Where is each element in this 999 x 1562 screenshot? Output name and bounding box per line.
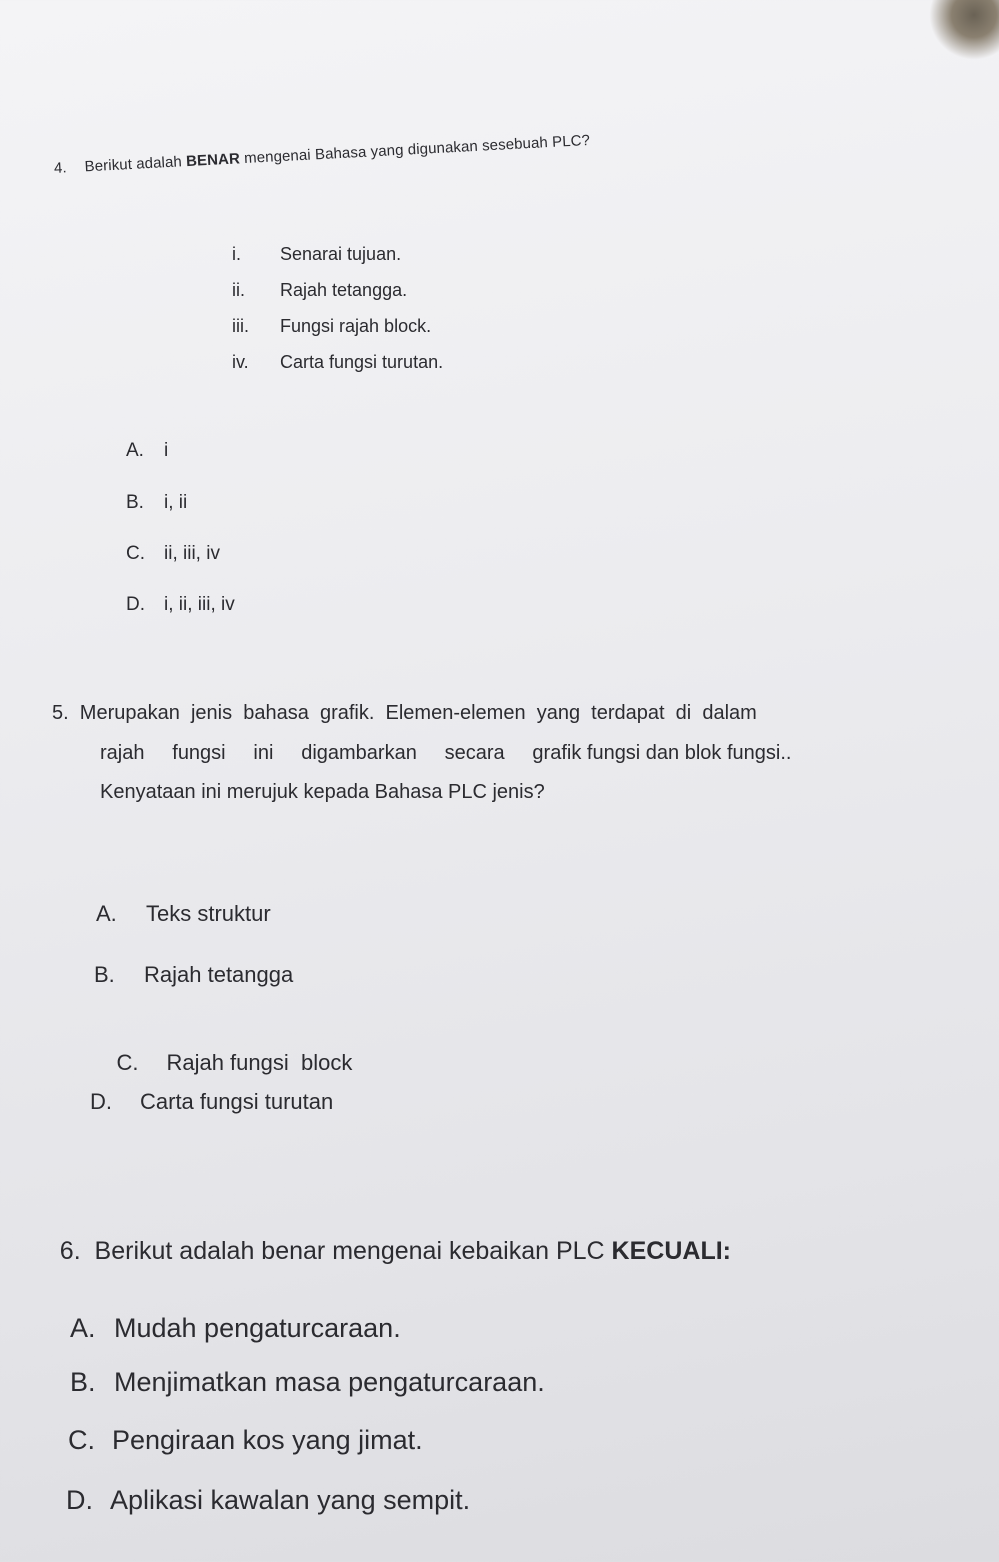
- q5-stem-line3: Kenyataan ini merujuk kepada Bahasa PLC jenis?: [100, 781, 545, 803]
- statement-roman: i.: [232, 244, 241, 264]
- option-letter: C.: [126, 543, 145, 564]
- option-text: Rajah tetangga: [144, 962, 294, 987]
- q5-option-d[interactable]: [90, 1089, 333, 1115]
- q4-option-b[interactable]: [126, 492, 187, 514]
- q6-stem: [32, 1208, 731, 1295]
- statement-text: Senarai tujuan.: [280, 244, 402, 264]
- option-text: Rajah fungsi block: [166, 1050, 353, 1075]
- option-letter: C.: [116, 1050, 139, 1075]
- statement-text: Rajah tetangga.: [280, 280, 408, 300]
- option-letter: B.: [126, 492, 144, 513]
- q5-option-b[interactable]: [94, 962, 293, 988]
- option-text: ii, iii, iv: [164, 543, 220, 564]
- option-letter: A.: [96, 901, 117, 926]
- q6-stem-pre: 6. Berikut adalah benar mengenai kebaikan PLC: [59, 1237, 612, 1265]
- q6-option-b[interactable]: [70, 1367, 545, 1398]
- option-text: Mudah pengaturcaraan.: [114, 1313, 401, 1343]
- statement-text: Carta fungsi turutan.: [280, 352, 444, 372]
- q5-option-a[interactable]: [96, 901, 271, 927]
- option-text: Menjimatkan masa pengaturcaraan.: [114, 1367, 545, 1397]
- q4-statement: [232, 280, 407, 301]
- statement-roman: iii.: [232, 316, 249, 336]
- option-letter: D.: [90, 1089, 112, 1114]
- option-letter: D.: [126, 594, 145, 615]
- q4-statement: [232, 244, 401, 265]
- q4-stem-pre: Berikut adalah: [84, 153, 187, 176]
- q6-stem-bold: KECUALI:: [611, 1237, 731, 1265]
- q6-option-d[interactable]: [66, 1485, 470, 1516]
- q4-option-d[interactable]: [126, 594, 235, 616]
- option-letter: D.: [66, 1485, 93, 1515]
- q4-option-a[interactable]: [126, 440, 168, 462]
- option-letter: C.: [68, 1425, 95, 1455]
- option-text: Pengiraan kos yang jimat.: [112, 1425, 423, 1455]
- q4-stem-bold: BENAR: [185, 150, 241, 171]
- statement-roman: iv.: [232, 352, 249, 372]
- q5-stem-line1: 5. Merupakan jenis bahasa grafik. Elemen-elemen yang terdapat di dalam: [52, 702, 757, 724]
- corner-shadow: [929, 0, 999, 60]
- q5-stem-line2: rajah fungsi ini digambarkan secara grafik fungsi dan blok fungsi..: [100, 742, 792, 764]
- option-text: Carta fungsi turutan: [140, 1089, 334, 1114]
- option-text: Teks struktur: [146, 901, 271, 926]
- option-text: i, ii, iii, iv: [164, 594, 235, 615]
- q4-stem: [54, 132, 591, 177]
- statement-roman: ii.: [232, 280, 245, 300]
- q4-number: 4.: [53, 159, 68, 177]
- option-text: i: [164, 440, 169, 461]
- q4-stem-post: mengenai Bahasa yang digunakan sesebuah PLC?: [239, 131, 591, 168]
- option-text: Aplikasi kawalan yang sempit.: [110, 1485, 471, 1515]
- q6-option-a[interactable]: [70, 1313, 401, 1344]
- option-letter: B.: [94, 962, 115, 987]
- statement-text: Fungsi rajah block.: [280, 316, 432, 336]
- q4-option-c[interactable]: [126, 543, 220, 565]
- option-letter: A.: [126, 440, 144, 461]
- q4-statement: [232, 316, 431, 337]
- q4-statement: [232, 352, 443, 373]
- option-letter: A.: [70, 1313, 96, 1343]
- q6-option-c[interactable]: [68, 1425, 423, 1456]
- option-letter: B.: [70, 1367, 96, 1397]
- option-text: i, ii: [164, 492, 188, 513]
